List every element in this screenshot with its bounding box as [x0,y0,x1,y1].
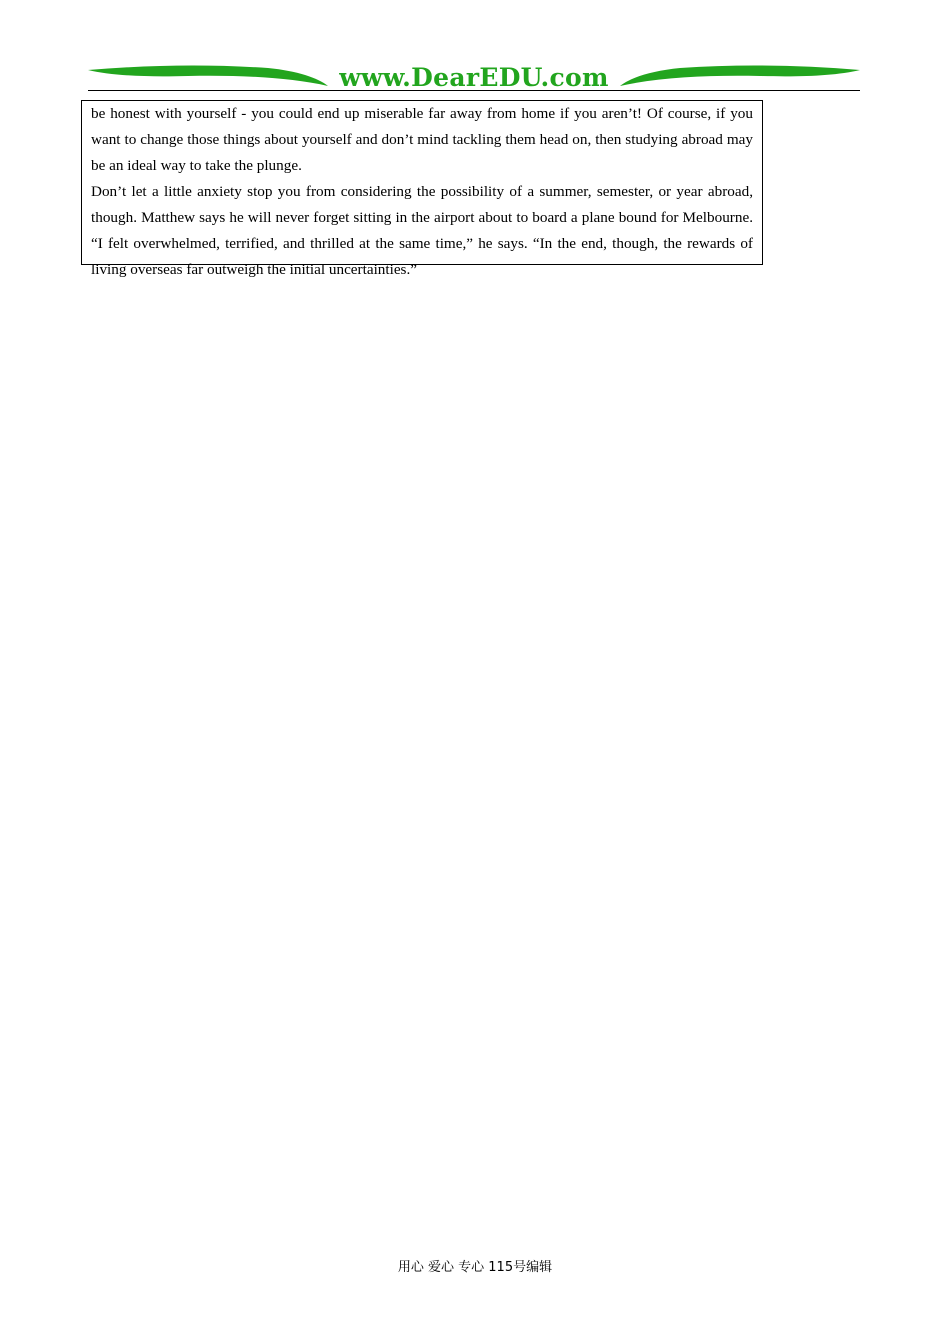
page-footer: 用心 爱心 专心 115号编辑 [397,1260,553,1275]
article-text-box [81,100,763,278]
header-divider [88,90,860,91]
article-paragraph: be honest with yourself - you could end up miserable far away from home if you aren’t! Of course, if you want to change those things about yourself and don’t mind tackling them head on, then studying abroad may be an ideal way to take the plunge. [91,105,753,174]
site-logo: www.DearEDU.com [339,63,609,92]
page-header [88,62,860,94]
article-paragraph: Don’t let a little anxiety stop you from considering the possibility of a summer, semester, or year abroad, though. Matthew says he will never forget sitting in the airport about to board a plane bound for Melbourne. “I felt overwhelmed, terrified, and thrilled at the same time,” he says. “In the end, though, the rewards of living overseas far outweigh the initial uncertainties.” [91,183,753,278]
